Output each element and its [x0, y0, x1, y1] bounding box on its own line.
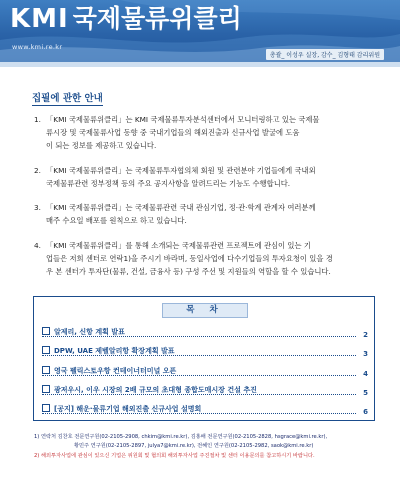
checkbox-square-icon	[42, 404, 50, 412]
toc-item-page: 2	[363, 331, 368, 339]
checkbox-square-icon	[42, 366, 50, 374]
toc-item-page: 4	[363, 370, 368, 378]
publication-logo	[10, 4, 242, 34]
paragraph-line: 「KMI 국제물류위클리」를 통해 소개되는 국제물류관련 프로젝트에 관심이 있는 기	[46, 241, 311, 250]
toc-item-title: [공지] 해운·물류기업 해외진출 신규사업 설명회	[54, 405, 202, 413]
toc-item[interactable]	[42, 366, 368, 378]
leader-dots	[42, 394, 356, 395]
toc-item-title: DPW, UAE 제벨알리항 확장계획 발표	[54, 347, 175, 355]
toc-item[interactable]	[42, 327, 368, 339]
toc-item-page: 6	[363, 408, 368, 416]
logo-kmi: KMI	[10, 4, 69, 34]
paragraph-number: 1.	[34, 115, 41, 124]
paragraph-line: 업들은 저희 센터로 연락1)을 주시기 바라며, 동일사업에 다수기업들의 투자요청이 있을 경	[46, 254, 333, 263]
paragraph-line: 「KMI 국제물류위클리」는 국제물류투자협의체 회원 및 관련분야 기업들에게 국내외	[46, 166, 316, 175]
toc-item[interactable]	[42, 346, 368, 358]
leader-dots	[42, 336, 356, 337]
footnote-contacts: 1) 연락처 김찬호 전문연구원(02-2105-2908, chkim@kmi.re.kr), 김홍배 전문연구원(02-2105-2828, hsgrace@kmi.re.kr),	[34, 434, 328, 440]
guide-paragraph-1	[34, 113, 372, 152]
logo-title: 국제물류위클리	[72, 4, 242, 33]
paragraph-line: 우 본 센터가 투자단(물류, 건설, 금융사 등) 구성 주선 및 지원들의 역할을 할 수 있습니다.	[46, 267, 331, 276]
leader-dots	[42, 355, 356, 356]
guide-paragraph-3	[34, 201, 372, 227]
leader-dots	[42, 375, 356, 376]
checkbox-square-icon	[42, 385, 50, 393]
paragraph-line: 국제물류관련 정부정책 등의 주요 공지사항을 알려드리는 기능도 수행합니다.	[46, 179, 291, 188]
paragraph-number: 3.	[34, 203, 41, 212]
section-title: 집필에 관한 안내	[32, 90, 103, 106]
paragraph-line: 매주 수요일 배포를 원칙으로 하고 있습니다.	[46, 216, 187, 225]
paragraph-number: 4.	[34, 241, 41, 250]
paragraph-number: 2.	[34, 166, 41, 175]
paragraph-line: 류시장 및 국제물류사업 동향 중 국내기업들의 해외진출과 신규사업 발굴에 도움	[46, 128, 300, 137]
guide-paragraph-2	[34, 164, 372, 190]
leader-dots	[42, 413, 356, 414]
paragraph-line: 「KMI 국제물류위클리」는 국제물류관련 국내 관심기업, 정·관·학계 관계자 여러분께	[46, 203, 316, 212]
toc-item[interactable]	[42, 404, 368, 416]
table-of-contents	[33, 296, 375, 421]
toc-item[interactable]	[42, 385, 368, 397]
guide-paragraph-4	[34, 239, 372, 278]
site-url[interactable]: www.kmi.re.kr	[12, 43, 63, 51]
staff-credits: 총괄_ 이성우 실장, 감수_ 김형태 감리위원	[266, 49, 384, 60]
toc-title: 목 차	[162, 303, 248, 318]
toc-item-title: 광저우시, 이우 시장의 2배 규모의 초대형 종합도매시장 건설 추진	[54, 386, 257, 394]
paragraph-line: 이 되는 정보를 제공하고 있습니다.	[46, 141, 157, 150]
toc-item-title: 알제리, 신항 계획 발표	[54, 328, 125, 336]
toc-item-title: 영국 펠릭스토우항 컨테이너터미널 오픈	[54, 367, 177, 375]
paragraph-line: 「KMI 국제물류위클리」는 KMI 국제물류투자분석센터에서 모니터링하고 있는 국제물	[46, 115, 320, 124]
header-banner	[0, 0, 400, 62]
footnote-notice: 2) 해외투자사업에 관심이 있으신 기업은 위원회 및 협의회 해외투자사업 주진절차 및 센터 이용문의를 참고하시기 바랍니다.	[34, 453, 315, 459]
toc-item-page: 5	[363, 389, 368, 397]
checkbox-square-icon	[42, 327, 50, 335]
footnote-contacts-cont: 황민주 연구원(02-2105-2897, julya7@kmi.re.kr), 전혜인 연구원(02-2105-2982, saok@kmi.re.kr)	[74, 443, 314, 449]
toc-item-page: 3	[363, 350, 368, 358]
checkbox-square-icon	[42, 346, 50, 354]
header-sub-band	[0, 62, 400, 67]
